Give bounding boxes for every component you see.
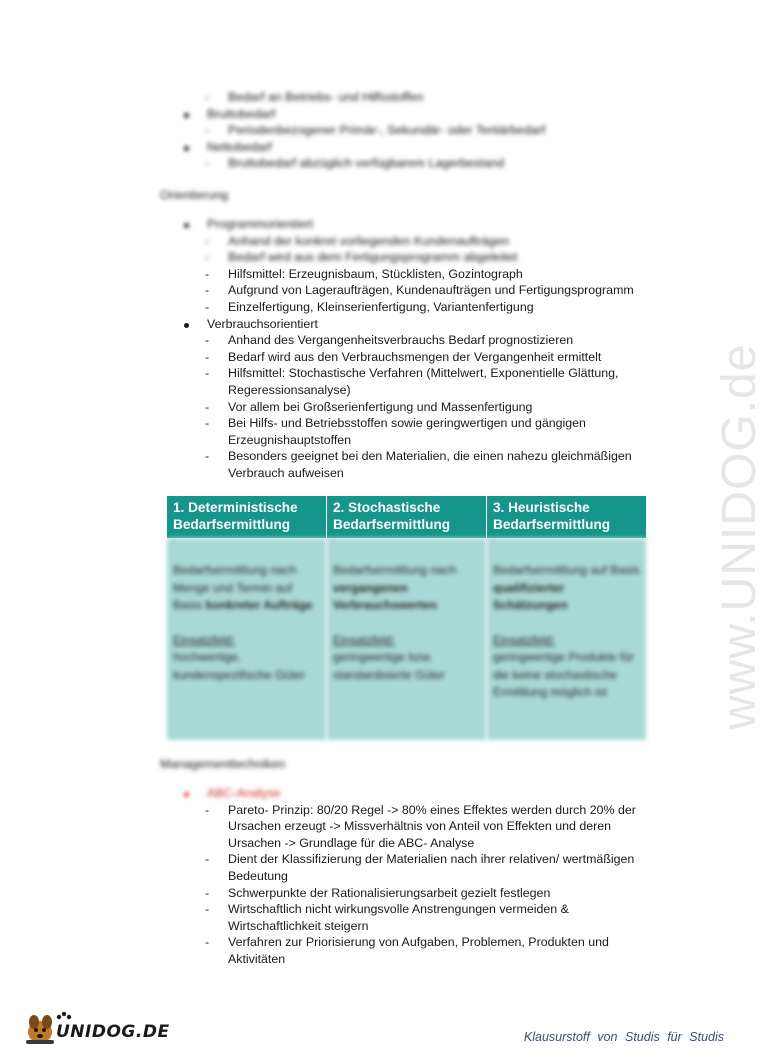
list-item: - Hilfsmittel: Erzeugnisbaum, Stücklisten, Gozintograph xyxy=(160,266,660,283)
list-item: Nettobedarf xyxy=(160,139,660,156)
abc-analyse-section xyxy=(160,785,660,968)
table-header: 1. Deterministische Bedarfsermittlung xyxy=(167,496,327,538)
cell-text: Bedarfsermittlung nach xyxy=(333,563,457,577)
cell-bold-text: qualifizierter Schätzungen xyxy=(493,580,568,612)
cell-label: Einsatzfeld: xyxy=(333,632,396,647)
list-item: - Einzelfertigung, Kleinserienfertigung, Variantenfertigung xyxy=(160,299,660,316)
cell-label: Einsatzfeld: xyxy=(493,632,556,647)
cell-bold-text: konkreter Aufträge xyxy=(205,598,313,612)
list-item: - Schwerpunkte der Rationalisierungsarbeit gezielt festlegen xyxy=(160,885,660,902)
list-item: - Bei Hilfs- und Betriebsstoffen sowie geringwertigen und gängigen Erzeugnishauptstoffen xyxy=(160,415,660,448)
footer-slogan: Klausurstoff von Studis für Studis xyxy=(523,1030,724,1044)
list-item: - Hilfsmittel: Stochastische Verfahren (Mittelwert, Exponentielle Glättung, Regeressionsanalyse) xyxy=(160,365,660,398)
watermark-text: www.UNIDOG.de xyxy=(713,343,766,730)
list-item: - Bedarf wird aus dem Fertigungsprogramm abgeleitet xyxy=(160,249,660,266)
list-item: Verbrauchsorientiert xyxy=(160,316,660,333)
table-header: 3. Heuristische Bedarfsermittlung xyxy=(487,496,646,538)
heading-text: Managementtechniken xyxy=(160,757,286,771)
table-cell xyxy=(487,538,646,740)
list-item: Programmorientiert xyxy=(160,216,660,233)
list-item: - Pareto- Prinzip: 80/20 Regel -> 80% eines Effektes werden durch 20% der Ursachen erzeugt -> Missverhältnis von Anteil von Effekten und deren Ursachen -> Grundlage für die ABC- Analyse xyxy=(160,802,660,852)
programmorientiert-section xyxy=(160,216,660,482)
list-item: - Bedarf wird aus den Verbrauchsmengen der Vergangenheit ermittelt xyxy=(160,349,660,366)
list-item: - Verfahren zur Priorisierung von Aufgaben, Problemen, Produkten und Aktivitäten xyxy=(160,934,660,967)
logo-text: UNIDOG.DE xyxy=(56,1022,170,1042)
list-item: - Dient der Klassifizierung der Materialien nach ihrer relativen/ wertmäßigen Bedeutung xyxy=(160,851,660,884)
list-item: - Besonders geeignet bei den Materialien, die einen nahezu gleichmäßigen Verbrauch aufweisen xyxy=(160,448,660,481)
list-item: - Bedarf an Betriebs- und Hilfsstoffen xyxy=(160,89,660,106)
cell-text: geringwertige Produkte für die keine stochastische Ermittlung möglich ist xyxy=(493,650,634,699)
cell-text: geringwertige bzw. standardisierte Güter xyxy=(333,650,446,682)
list-item: - Aufgrund von Lageraufträgen, Kundenaufträgen und Fertigungsprogramm xyxy=(160,282,660,299)
cell-text: Bedarfsermittlung nach Menge und Termin auf Basis xyxy=(173,563,297,612)
cell-label: Einsatzfeld: xyxy=(173,632,236,647)
list-item: Bruttobedarf xyxy=(160,106,660,123)
section-heading-management xyxy=(160,756,660,773)
list-item: - Vor allem bei Großserienfertigung und Massenfertigung xyxy=(160,399,660,416)
cell-text: hochwertige, kundenspezifische Güter xyxy=(173,650,306,682)
table-header: 2. Stochastische Bedarfsermittlung xyxy=(327,496,487,538)
list-item: - Anhand der konkret vorliegenden Kundenaufträgen xyxy=(160,233,660,250)
list-item: - Anhand des Vergangenheitsverbrauchs Bedarf prognostizieren xyxy=(160,332,660,349)
list-item: - Wirtschaftlich nicht wirkungsvolle Anstrengungen vermeiden & Wirtschaftlichkeit steigern xyxy=(160,901,660,934)
bedarfsermittlung-table xyxy=(167,496,646,740)
top-list xyxy=(160,89,660,172)
cell-text: Bedarfsermittlung auf Basis xyxy=(493,563,640,577)
heading-text: Orientierung xyxy=(160,188,229,202)
list-item: - Periodenbezogener Primär-, Sekundär- oder Tertiärbedarf xyxy=(160,122,660,139)
section-heading-orientierung xyxy=(160,187,660,204)
list-item: - Bruttobedarf abzüglich verfügbarem Lagerbestand xyxy=(160,155,660,172)
list-item: ABC-Analyse xyxy=(160,785,660,802)
cell-bold-text: vergangenen Verbrauchswerten xyxy=(333,580,438,612)
table-cell xyxy=(167,538,327,740)
table-cell xyxy=(327,538,487,740)
